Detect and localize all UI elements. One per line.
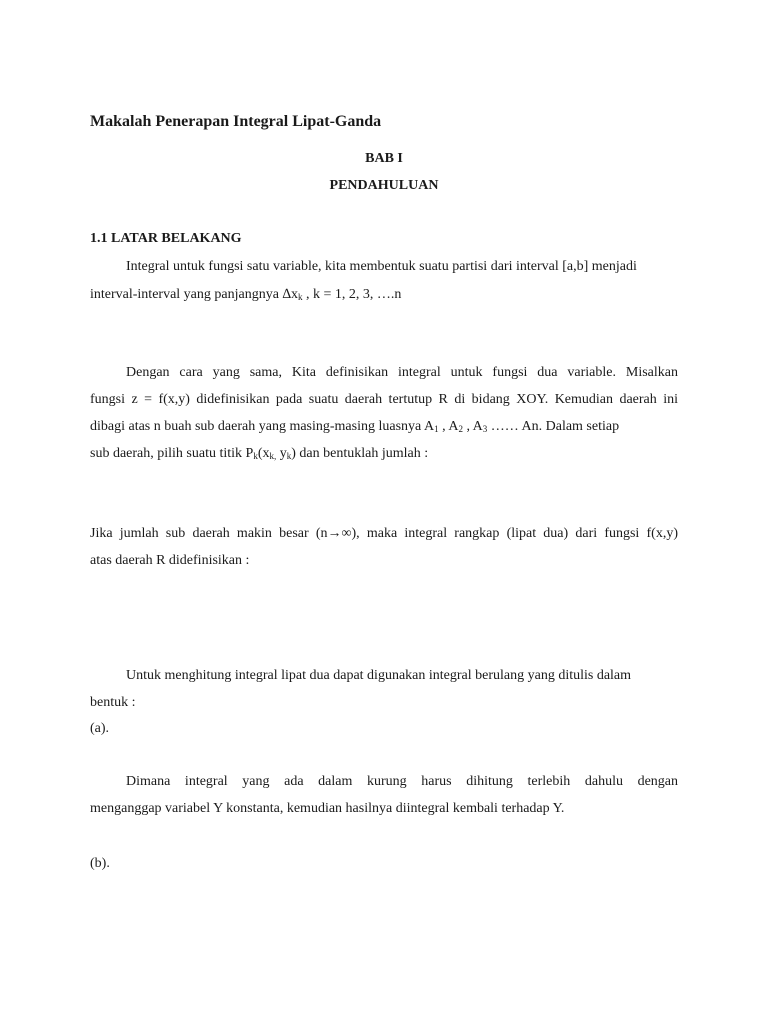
chapter-label: BAB I — [365, 151, 403, 166]
subscript: 3 — [482, 424, 488, 434]
subscript: k — [286, 451, 292, 461]
text-run: y — [276, 446, 287, 461]
paragraph-5-line-1: Dimana integral yang ada dalam kurung harus dihitung terlebih dahulu dengan — [126, 774, 678, 789]
paragraph-4-line-1: Untuk menghitung integral lipat dua dapat digunakan integral berulang yang ditulis dalam — [126, 668, 632, 683]
subscript: k, — [269, 451, 277, 461]
section-heading: 1.1 LATAR BELAKANG — [90, 231, 242, 246]
text-run: sub daerah, pilih suatu titik P — [90, 446, 254, 461]
paragraph-4-line-2: bentuk : — [90, 695, 136, 710]
paragraph-3-line-2: atas daerah R didefinisikan : — [90, 553, 250, 568]
text-run: , A — [462, 419, 483, 434]
text-run: , k = 1, 2, 3, ….n — [302, 287, 402, 302]
text-run: ) dan bentuklah jumlah : — [291, 446, 429, 461]
text-run: , A — [438, 419, 459, 434]
paragraph-5-line-2: menganggap variabel Y konstanta, kemudian hasilnya diintegral kembali terhadap Y. — [90, 801, 565, 816]
subscript: k — [253, 451, 258, 461]
text-run: interval-interval yang panjangnya ∆x — [90, 287, 298, 302]
chapter-title: PENDAHULUAN — [329, 178, 439, 193]
paragraph-3-line-1: Jika jumlah sub daerah makin besar (n→∞), maka integral rangkap (lipat dua) dari fungsi f(x,y) — [90, 526, 678, 541]
paragraph-2-line-2: fungsi z = f(x,y) didefinisikan pada suatu daerah tertutup R di bidang XOY. Kemudian daerah ini — [90, 392, 678, 407]
subscript: 2 — [458, 424, 463, 434]
paragraph-2-line-4 — [90, 445, 678, 463]
list-item-a: (a). — [90, 721, 110, 736]
text-run: (x — [257, 446, 270, 461]
subscript: k — [298, 292, 303, 302]
paragraph-1-line-1: Integral untuk fungsi satu variable, kita membentuk suatu partisi dari interval [a,b] menjadi — [126, 259, 637, 274]
paragraph-2-line-3 — [90, 418, 678, 436]
paragraph-1-line-2 — [90, 286, 678, 304]
subscript: 1 — [434, 424, 439, 434]
list-item-b: (b). — [90, 856, 110, 871]
text-run: …… An. Dalam setiap — [487, 419, 620, 434]
document-title: Makalah Penerapan Integral Lipat-Ganda — [90, 113, 382, 130]
text-run: dibagi atas n buah sub daerah yang masing-masing luasnya A — [90, 419, 435, 434]
paragraph-2-line-1: Dengan cara yang sama, Kita definisikan integral untuk fungsi dua variable. Misalkan — [126, 365, 678, 380]
